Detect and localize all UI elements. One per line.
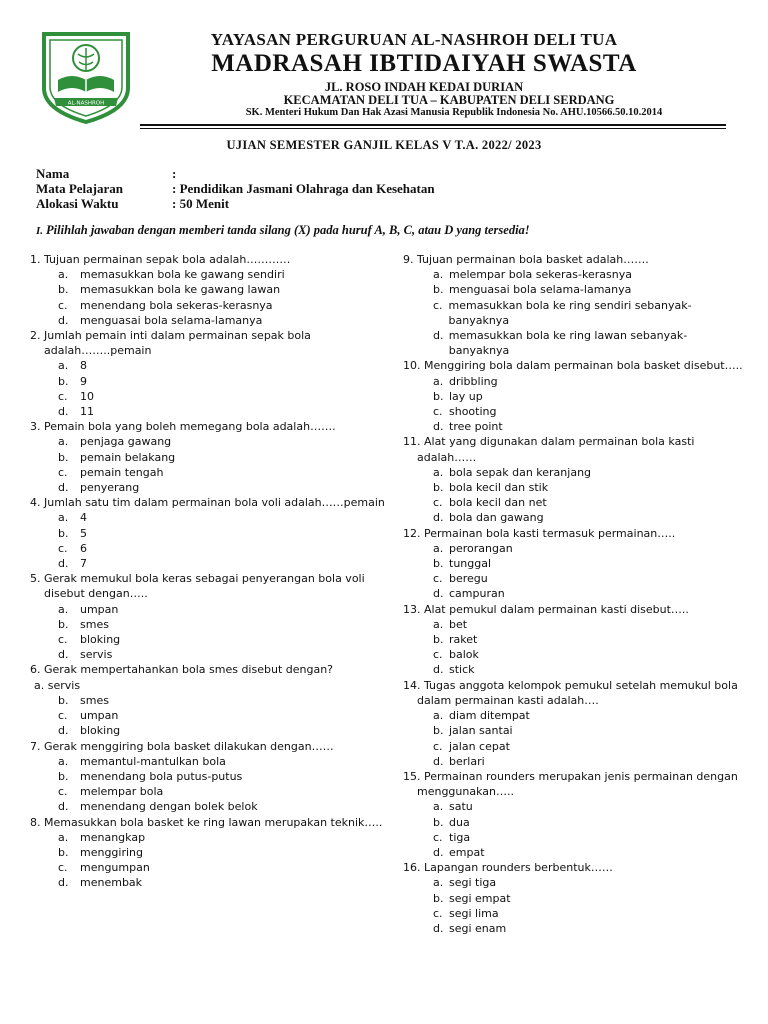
question-item xyxy=(403,860,743,936)
option-text: berlari xyxy=(449,754,485,768)
option-text: umpan xyxy=(80,602,119,616)
option-text: bola sepak dan keranjang xyxy=(449,465,592,479)
answer-option xyxy=(403,632,743,647)
question-item xyxy=(403,526,743,602)
option-text: 7 xyxy=(80,557,87,571)
answer-option xyxy=(403,282,743,297)
option-text: servis xyxy=(80,648,113,662)
option-letter: c. xyxy=(433,405,443,419)
option-letter: c. xyxy=(433,830,443,844)
school-decree: SK. Menteri Hukum Dan Hak Azasi Manusia Republik Indonesia No. AHU.10566.50.10.2014 xyxy=(245,107,663,118)
option-text: memasukkan bola ke ring lawan sebanyak-banyaknya xyxy=(448,329,688,358)
option-letter: b. xyxy=(433,891,444,905)
answer-option xyxy=(403,556,743,571)
answer-option xyxy=(403,739,743,754)
question-item xyxy=(403,358,743,434)
question-item xyxy=(30,252,390,328)
questions-left-column xyxy=(30,252,390,891)
header-divider xyxy=(140,124,726,126)
option-text: empat xyxy=(449,845,485,859)
option-text: penyerang xyxy=(80,481,140,495)
answer-option xyxy=(403,815,743,830)
answer-option xyxy=(403,404,743,419)
answer-option xyxy=(30,845,390,860)
answer-option xyxy=(30,434,390,449)
option-letter: d. xyxy=(58,313,69,327)
option-letter: b. xyxy=(433,283,444,297)
option-letter: c. xyxy=(433,648,443,662)
option-letter: a. xyxy=(433,876,444,890)
info-row xyxy=(36,166,435,181)
option-letter: a. xyxy=(433,541,444,555)
option-letter: b. xyxy=(58,283,69,297)
option-letter: d. xyxy=(433,587,444,601)
option-letter: b. xyxy=(58,845,69,859)
option-letter: d. xyxy=(433,845,444,859)
exam-info xyxy=(36,166,435,211)
option-text: bloking xyxy=(80,633,121,647)
option-text: shooting xyxy=(449,405,497,419)
answer-option xyxy=(403,571,743,586)
answer-option xyxy=(403,845,743,860)
option-text: 11 xyxy=(80,405,94,419)
option-text: menendang dengan bolek belok xyxy=(80,800,258,814)
option-text: menguasai bola selama-lamanya xyxy=(449,283,632,297)
option-letter: d. xyxy=(433,921,444,935)
school-name: MADRASAH IBTIDAIYAH SWASTA xyxy=(211,50,637,77)
answer-option xyxy=(30,556,390,571)
question-text: 5. Gerak memukul bola keras sebagai penyerangan bola voli disebut dengan….. xyxy=(30,572,365,601)
answer-option xyxy=(403,419,743,434)
option-text: 5 xyxy=(80,526,87,540)
option-text: bola dan gawang xyxy=(449,511,544,525)
answer-option xyxy=(403,921,743,936)
answer-option xyxy=(403,647,743,662)
answer-option xyxy=(403,830,743,845)
question-item xyxy=(30,328,390,419)
option-text: tunggal xyxy=(449,557,492,571)
answer-option xyxy=(30,875,390,890)
answer-option xyxy=(403,510,743,525)
option-text: smes xyxy=(80,693,109,707)
answer-option xyxy=(30,374,390,389)
option-text: lay up xyxy=(449,389,483,403)
option-text: memasukkan bola ke gawang lawan xyxy=(80,283,281,297)
option-letter: c. xyxy=(58,465,68,479)
option-text: perorangan xyxy=(449,541,513,555)
answer-option xyxy=(403,495,743,510)
info-label: Alokasi Waktu xyxy=(36,196,119,211)
answer-option xyxy=(30,860,390,875)
answer-option xyxy=(403,891,743,906)
answer-option xyxy=(403,267,743,282)
option-letter: b. xyxy=(58,617,69,631)
question-text: 13. Alat pemukul dalam permainan kasti disebut….. xyxy=(403,602,689,616)
option-letter: b. xyxy=(433,724,444,738)
option-text: 10 xyxy=(80,389,94,403)
option-letter: d. xyxy=(58,481,69,495)
option-letter: c. xyxy=(433,572,443,586)
option-letter: d. xyxy=(433,754,444,768)
question-text: 16. Lapangan rounders berbentuk…… xyxy=(403,861,613,875)
question-item xyxy=(403,769,743,860)
school-district: KECAMATAN DELI TUA – KABUPATEN DELI SERDANG xyxy=(283,93,615,107)
answer-option xyxy=(403,708,743,723)
option-letter: c. xyxy=(58,541,68,555)
info-row xyxy=(36,181,435,196)
question-text: 1. Tujuan permainan sepak bola adalah………… xyxy=(30,253,291,266)
answer-option xyxy=(403,389,743,404)
question-text: 12. Permainan bola kasti termasuk permainan….. xyxy=(403,526,676,540)
question-text: 2. Jumlah pemain inti dalam permainan sepak bola adalah……..pemain xyxy=(30,329,311,358)
answer-option xyxy=(30,358,390,373)
option-text: beregu xyxy=(449,572,488,586)
answer-option xyxy=(403,541,743,556)
option-letter: d. xyxy=(433,420,444,434)
option-text: bola kecil dan stik xyxy=(449,481,549,495)
header-divider-thin xyxy=(140,128,726,129)
option-letter: b. xyxy=(58,769,69,783)
option-text: bloking xyxy=(80,724,121,738)
option-text: menggiring xyxy=(80,845,144,859)
answer-option xyxy=(403,875,743,890)
answer-option xyxy=(403,374,743,389)
instruction xyxy=(36,223,530,238)
question-text: 8. Memasukkan bola basket ke ring lawan merupakan teknik….. xyxy=(30,815,383,829)
answer-option xyxy=(30,617,390,632)
option-letter: d. xyxy=(433,663,444,677)
option-letter: a. xyxy=(433,374,444,388)
question-item xyxy=(30,495,390,571)
question-item xyxy=(403,602,743,678)
option-text: menendang bola sekeras-kerasnya xyxy=(80,298,273,312)
option-letter: d. xyxy=(433,329,444,343)
option-letter: d. xyxy=(58,557,69,571)
option-text: bet xyxy=(449,617,468,631)
question-item xyxy=(403,678,743,769)
question-item xyxy=(403,252,743,358)
answer-option xyxy=(403,328,743,358)
option-letter: c. xyxy=(58,389,68,403)
option-letter: d. xyxy=(58,876,69,890)
answer-option xyxy=(30,267,390,282)
option-letter: d. xyxy=(58,800,69,814)
option-letter: b. xyxy=(58,374,69,388)
option-text: pemain belakang xyxy=(80,450,176,464)
answer-option xyxy=(30,298,390,313)
option-text: menendang bola putus-putus xyxy=(80,769,243,783)
option-text: segi empat xyxy=(449,891,511,905)
option-text: 4 xyxy=(80,511,87,525)
option-text: penjaga gawang xyxy=(80,435,172,449)
answer-option xyxy=(30,602,390,617)
option-letter: b. xyxy=(433,557,444,571)
option-text: jalan santai xyxy=(449,724,513,738)
option-text: raket xyxy=(449,633,478,647)
option-text: tiga xyxy=(449,830,471,844)
answer-option xyxy=(30,404,390,419)
answer-option xyxy=(30,480,390,495)
option-text: dua xyxy=(449,815,470,829)
option-letter: c. xyxy=(58,633,68,647)
option-letter: d. xyxy=(433,511,444,525)
answer-option xyxy=(30,647,390,662)
answer-option xyxy=(30,754,390,769)
option-letter: c. xyxy=(58,785,68,799)
option-letter: b. xyxy=(433,481,444,495)
option-text: tree point xyxy=(449,420,503,434)
option-letter: a. xyxy=(58,359,69,373)
question-item xyxy=(30,419,390,495)
answer-option xyxy=(30,510,390,525)
option-letter: c. xyxy=(58,861,68,875)
instruction-number: I. xyxy=(36,225,44,237)
option-letter: a. xyxy=(433,617,444,631)
question-item xyxy=(30,739,390,815)
option-text: segi tiga xyxy=(449,876,497,890)
answer-option xyxy=(403,662,743,677)
option-letter: a. xyxy=(433,465,444,479)
option-text: memantul-mantulkan bola xyxy=(80,754,226,768)
logo-text: AL-NASHROH xyxy=(67,100,105,107)
option-text: memasukkan bola ke gawang sendiri xyxy=(80,268,285,282)
option-text: mengumpan xyxy=(80,861,150,875)
answer-option xyxy=(30,693,390,708)
instruction-text: Pilihlah jawaban dengan memberi tanda silang (X) pada huruf A, B, C, atau D yang tersedia! xyxy=(46,223,530,237)
exam-title: UJIAN SEMESTER GANJIL KELAS V T.A. 2022/ 2023 xyxy=(226,138,542,152)
option-letter: c. xyxy=(433,906,443,920)
option-text: diam ditempat xyxy=(449,709,530,723)
info-row xyxy=(36,196,435,211)
option-letter: c. xyxy=(433,298,443,312)
answer-option xyxy=(30,541,390,556)
option-letter: b. xyxy=(58,450,69,464)
info-label: Nama xyxy=(36,166,70,181)
answer-option xyxy=(30,282,390,297)
question-item xyxy=(30,662,390,738)
option-text: memasukkan bola ke ring sendiri sebanyak-banyaknya xyxy=(448,298,692,327)
answer-option xyxy=(30,830,390,845)
option-letter: a. xyxy=(433,709,444,723)
question-text: 7. Gerak menggiring bola basket dilakukan dengan…… xyxy=(30,739,334,753)
option-letter: a. xyxy=(58,511,69,525)
info-value: : 50 Menit xyxy=(172,196,230,211)
answer-option xyxy=(30,799,390,814)
question-item xyxy=(30,815,390,891)
question-text: 15. Permainan rounders merupakan jenis permainan dengan menggunakan….. xyxy=(403,769,738,799)
option-text: menguasai bola selama-lamanya xyxy=(80,313,263,327)
option-text: umpan xyxy=(80,709,119,723)
school-address: JL. ROSO INDAH KEDAI DURIAN xyxy=(324,80,524,94)
option-text: campuran xyxy=(449,587,505,601)
answer-option-inline: a. servis xyxy=(34,678,81,692)
question-text: 4. Jumlah satu tim dalam permainan bola voli adalah……pemain xyxy=(30,496,385,510)
answer-option xyxy=(403,723,743,738)
answer-option xyxy=(403,586,743,601)
option-letter: c. xyxy=(58,709,68,723)
letterhead xyxy=(0,0,768,130)
option-letter: a. xyxy=(58,754,69,768)
option-letter: a. xyxy=(58,602,69,616)
answer-option xyxy=(30,769,390,784)
question-text: 14. Tugas anggota kelompok pemukul setelah memukul bola dalam permainan kasti adalah…. xyxy=(403,678,738,707)
option-text: pemain tengah xyxy=(80,465,164,479)
answer-option xyxy=(403,465,743,480)
option-text: menembak xyxy=(80,876,143,890)
answer-option xyxy=(30,389,390,404)
answer-option xyxy=(30,313,390,328)
answer-option xyxy=(403,298,743,328)
answer-option xyxy=(403,754,743,769)
option-text: bola kecil dan net xyxy=(449,496,547,510)
option-text: jalan cepat xyxy=(449,739,510,753)
question-text: 11. Alat yang digunakan dalam permainan bola kasti adalah…… xyxy=(403,435,695,464)
answer-option xyxy=(30,708,390,723)
option-text: 6 xyxy=(80,541,87,555)
option-letter: c. xyxy=(58,298,68,312)
option-text: 8 xyxy=(80,359,87,373)
option-letter: b. xyxy=(433,389,444,403)
option-letter: a. xyxy=(433,268,444,282)
option-letter: b. xyxy=(433,815,444,829)
option-letter: b. xyxy=(58,693,69,707)
option-letter: d. xyxy=(58,724,69,738)
option-text: melempar bola xyxy=(80,785,164,799)
option-text: segi lima xyxy=(449,906,499,920)
option-letter: b. xyxy=(433,633,444,647)
question-text: 3. Pemain bola yang boleh memegang bola adalah……. xyxy=(30,420,336,434)
question-text: 10. Menggiring bola dalam permainan bola basket disebut….. xyxy=(403,359,743,373)
question-item xyxy=(403,434,743,525)
option-letter: a. xyxy=(58,268,69,282)
info-label: Mata Pelajaran xyxy=(36,181,124,196)
option-text: segi enam xyxy=(449,921,507,935)
option-text: dribbling xyxy=(449,374,498,388)
question-text: 6. Gerak mempertahankan bola smes disebut dengan? xyxy=(30,663,334,677)
info-value: : Pendidikan Jasmani Olahraga dan Kesehatan xyxy=(172,181,435,196)
option-text: menangkap xyxy=(80,830,146,844)
answer-option xyxy=(30,465,390,480)
foundation-name: YAYASAN PERGURUAN AL-NASHROH DELI TUA xyxy=(210,30,618,49)
option-text: satu xyxy=(449,800,473,814)
option-text: balok xyxy=(449,648,479,662)
question-item xyxy=(30,571,390,662)
option-letter: c. xyxy=(433,496,443,510)
option-letter: a. xyxy=(58,830,69,844)
answer-option xyxy=(403,480,743,495)
option-letter: a. xyxy=(58,435,69,449)
answer-option xyxy=(30,526,390,541)
answer-option xyxy=(30,723,390,738)
answer-option xyxy=(403,906,743,921)
answer-option xyxy=(30,632,390,647)
option-letter: d. xyxy=(58,405,69,419)
option-text: melempar bola sekeras-kerasnya xyxy=(449,268,632,282)
option-letter: d. xyxy=(58,648,69,662)
questions-right-column xyxy=(403,252,743,936)
answer-option xyxy=(403,799,743,814)
answer-option xyxy=(403,617,743,632)
option-text: 9 xyxy=(80,374,87,388)
option-letter: a. xyxy=(433,800,444,814)
answer-option xyxy=(30,784,390,799)
option-text: smes xyxy=(80,617,109,631)
info-value: : xyxy=(172,166,177,181)
option-letter: b. xyxy=(58,526,69,540)
answer-option xyxy=(30,450,390,465)
question-text: 9. Tujuan permainan bola basket adalah……. xyxy=(403,253,649,266)
option-letter: c. xyxy=(433,739,443,753)
option-text: stick xyxy=(449,663,475,677)
